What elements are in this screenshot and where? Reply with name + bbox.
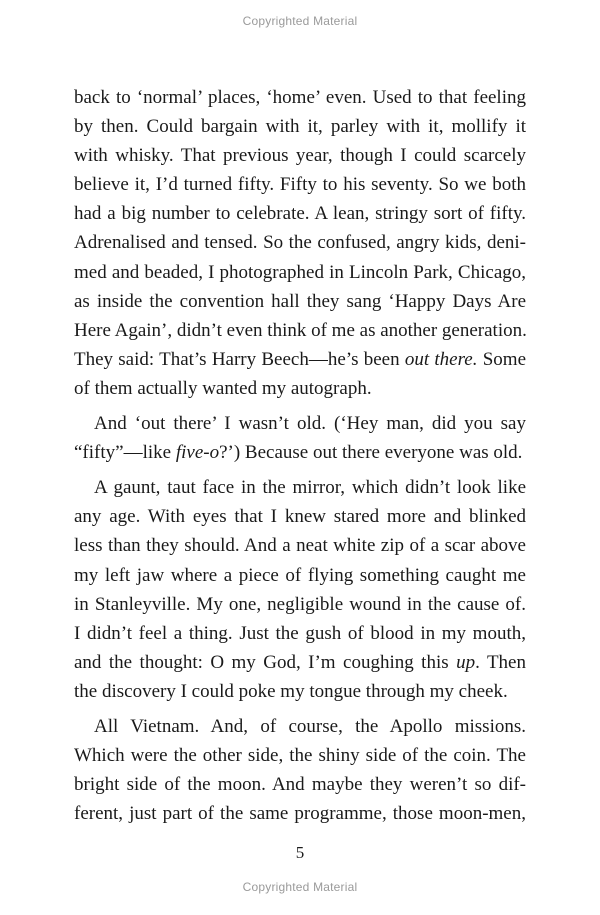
text-line: believe it, I’d turned fifty. Fifty to his seventy. So we both [74,174,526,196]
text-line: ferent, just part of the same programme, those moon-men, [74,803,526,825]
text-line [74,345,526,374]
text-line: Which were the other side, the shiny side of the coin. The [74,745,526,767]
text-line: bright side of the moon. And maybe they weren’t so dif- [74,774,526,796]
text-line: in Stanleyville. My one, negligible wound in the cause of. [74,593,526,615]
copyright-watermark-top: Copyrighted Material [242,14,358,28]
text-line: And ‘out there’ I wasn’t old. (‘Hey man, did you say [94,413,526,435]
text-line: as inside the convention hall they sang ‘Happy Days Are [74,290,526,312]
text-line: med and beaded, I photographed in Lincoln Park, Chicago, [74,261,526,283]
body-text [74,83,526,834]
text-line: the discovery I could poke my tongue through my cheek. [74,680,508,702]
text-line [74,438,526,467]
paragraph-2 [74,409,526,467]
text-line: any age. With eyes that I knew stared more and blinked [74,506,526,528]
copyright-watermark-bottom: Copyrighted Material [242,880,358,894]
text-line: Adrenalised and tensed. So the confused, angry kids, deni- [74,232,526,254]
text-line: with whisky. That previous year, though I could scarcely [74,145,526,167]
text-segment: Some [477,348,526,370]
text-segment: They said: That’s Harry Beech—he’s been [74,348,405,370]
text-line: I didn’t feel a thing. Just the gush of blood in my mouth, [74,622,526,644]
text-line: Here Again’, didn’t even think of me as another generation. [74,319,527,341]
text-segment: “fifty”—like [74,442,176,464]
paragraph-4 [74,712,526,828]
text-line: by then. Could bargain with it, parley with it, mollify it [74,116,526,138]
text-line [74,648,526,677]
text-line: less than they should. And a neat white zip of a scar above [74,535,526,557]
paragraph-3 [74,473,526,706]
text-line: A gaunt, taut face in the mirror, which didn’t look like [94,477,526,499]
text-line: had a big number to celebrate. A lean, stringy sort of fifty. [74,203,526,225]
text-segment: ?’) Because out there everyone was old. [219,442,523,464]
text-line: back to ‘normal’ places, ‘home’ even. Used to that feeling [74,87,526,108]
page-number: 5 [295,843,305,862]
text-line: of them actually wanted my autograph. [74,377,372,399]
text-line: my left jaw where a piece of flying something caught me [74,564,526,586]
paragraph-1 [74,83,526,403]
text-segment: . Then [475,651,526,673]
text-line: All Vietnam. And, of course, the Apollo missions. [94,715,526,737]
emphasis-text: five-o [175,442,220,464]
text-segment: and the thought: O my God, I’m coughing this [74,651,457,673]
emphasis-text: up [456,651,476,673]
emphasis-text: out there. [404,348,478,370]
